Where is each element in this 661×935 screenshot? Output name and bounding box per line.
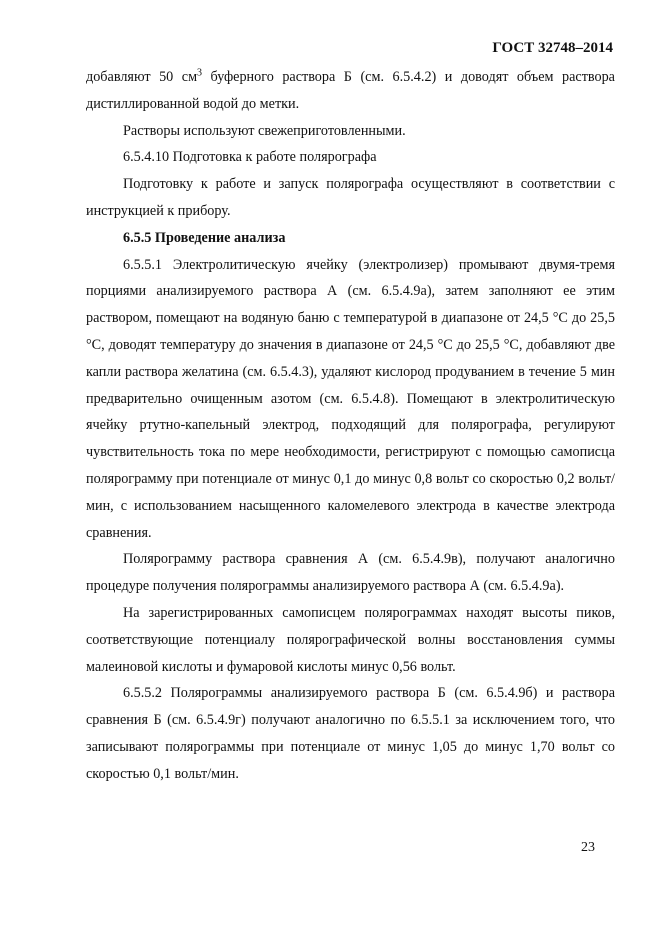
- document-body: [86, 64, 615, 788]
- paragraph-reference-polarogram: Полярограмму раствора сравнения А (см. 6.5.4.9в), получают аналогично процедуре получения полярограммы анализируемого раствора А (см. 6.5.4.9а).: [86, 551, 615, 595]
- paragraph-fresh-solutions: Растворы используют свежеприготовленными.: [123, 122, 406, 139]
- paragraph-buffer-post: буферного раствора Б (см. 6.5.4.2) и доводят объем раствора дистиллированной водой до метки.: [86, 69, 615, 112]
- document-code-header: ГОСТ 32748–2014: [492, 40, 613, 56]
- paragraph-polarograph-setup: Подготовку к работе и запуск полярографа осуществляют в соответствии с инструкцией к прибору.: [86, 176, 615, 219]
- section-heading-6-5-5: 6.5.5 Проведение анализа: [123, 229, 286, 246]
- paragraph-buffer-pre: добавляют 50 см: [86, 69, 198, 85]
- page-number: 23: [581, 840, 595, 855]
- paragraph-buffer-addition: [86, 64, 615, 118]
- section-heading-6-5-4-10: 6.5.4.10 Подготовка к работе полярографа: [123, 149, 377, 166]
- paragraph-6-5-5-2: 6.5.5.2 Полярограммы анализируемого раствора Б (см. 6.5.4.9б) и раствора сравнения Б (см. 6.5.4.9г) получают аналогично по 6.5.5.1 за исключением того, что записывают полярограммы при потенциале от минус 1,05 до минус 1,70 вольт со скоростью 0,1 вольт/мин.: [86, 685, 615, 782]
- cubic-superscript: 3: [197, 67, 203, 79]
- paragraph-peak-heights: На зарегистрированных самописцем полярограммах находят высоты пиков, соответствующие потенциалу полярографической волны восстановления суммы малеиновой кислоты и фумаровой кислоты минус 0,56 вольт.: [86, 604, 615, 675]
- paragraph-6-5-5-1: 6.5.5.1 Электролитическую ячейку (электролизер) промывают двумя-тремя порциями анализируемого раствора А (см. 6.5.4.9а), затем заполняют ее этим раствором, помещают на водяную баню с температурой в диапазоне от 24,5 °С до 25,5 °С, доводят температуру до значения в диапазоне от 24,5 °С до 25,5 °С, добавляют две капли раствора желатина (см. 6.5.4.3), удаляют кислород продуванием в течение 5 мин предварительно очищенным азотом (см. 6.5.4.8). Помещают в электролитическую ячейку ртутно-капельный электрод, подходящий для полярографа, регулируют чувствительность тока по мере необходимости, регистрируют с помощью самописца полярограмму при потенциале от минус 0,1 до минус 0,8 вольт со скоростью 0,2 вольт/мин, с использованием насыщенного каломелевого электрода в качестве электрода сравнения.: [86, 256, 615, 541]
